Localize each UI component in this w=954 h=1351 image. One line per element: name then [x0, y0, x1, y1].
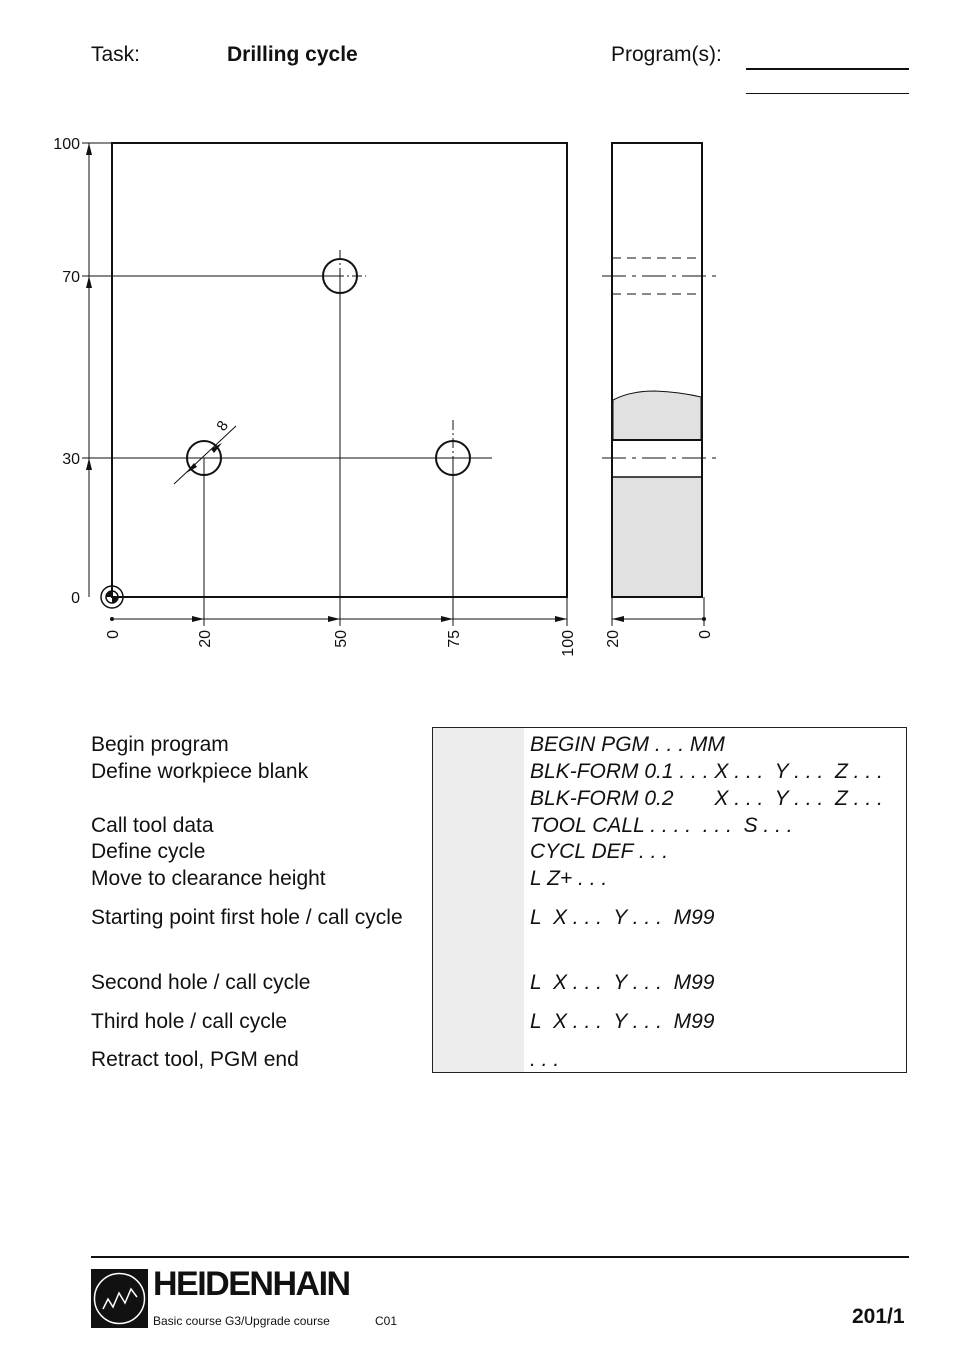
- heidenhain-logo-icon: [91, 1269, 148, 1328]
- desc-clearance: Move to clearance height: [91, 867, 326, 890]
- x-tick-50: 50: [333, 630, 350, 648]
- desc-define-blank: Define workpiece blank: [91, 760, 309, 783]
- code-l-z: L Z+ . . .: [530, 867, 608, 890]
- code-third-hole: L X . . . Y . . . M99: [530, 1010, 715, 1033]
- y-tick-100: 100: [53, 136, 80, 153]
- side-tick-0: 0: [697, 630, 714, 639]
- programs-label: Program(s):: [611, 43, 722, 66]
- code-blk-form-1: BLK-FORM 0.1 . . . X . . . Y . . . Z . . .: [530, 760, 883, 783]
- desc-begin-program: Begin program: [91, 733, 229, 756]
- x-tick-100: 100: [560, 630, 577, 657]
- footer-rule: [91, 1256, 909, 1258]
- course-name: Basic course G3/Upgrade course: [153, 1314, 330, 1328]
- x-tick-0: 0: [105, 630, 122, 639]
- desc-third-hole: Third hole / call cycle: [91, 1010, 288, 1033]
- code-end: . . .: [530, 1048, 560, 1071]
- x-tick-20: 20: [197, 630, 214, 648]
- brand-name: HEIDENHAIN: [153, 1265, 350, 1303]
- x-tick-75: 75: [446, 630, 463, 648]
- desc-retract: Retract tool, PGM end: [91, 1048, 299, 1071]
- course-code: C01: [375, 1314, 398, 1328]
- y-tick-30: 30: [62, 451, 80, 468]
- code-blk-form-2: BLK-FORM 0.2 X . . . Y . . . Z . . .: [530, 787, 883, 810]
- page-number: 201/1: [852, 1305, 905, 1328]
- desc-tool-call: Call tool data: [91, 814, 214, 837]
- side-tick-20: 20: [605, 630, 622, 648]
- code-tool-call: TOOL CALL . . . . . . . S . . .: [530, 814, 793, 837]
- code-cycl-def: CYCL DEF . . .: [530, 840, 669, 863]
- desc-first-hole: Starting point first hole / call cycle: [91, 906, 403, 929]
- code-first-hole: L X . . . Y . . . M99: [530, 906, 715, 929]
- task-label: Task:: [91, 43, 141, 66]
- desc-second-hole: Second hole / call cycle: [91, 971, 311, 994]
- diameter-label: 8: [213, 417, 233, 435]
- y-tick-0: 0: [71, 590, 80, 607]
- desc-define-cycle: Define cycle: [91, 840, 206, 863]
- code-begin-pgm: BEGIN PGM . . . MM: [530, 733, 725, 756]
- task-title: Drilling cycle: [227, 43, 358, 66]
- y-tick-70: 70: [62, 269, 80, 286]
- code-second-hole: L X . . . Y . . . M99: [530, 971, 715, 994]
